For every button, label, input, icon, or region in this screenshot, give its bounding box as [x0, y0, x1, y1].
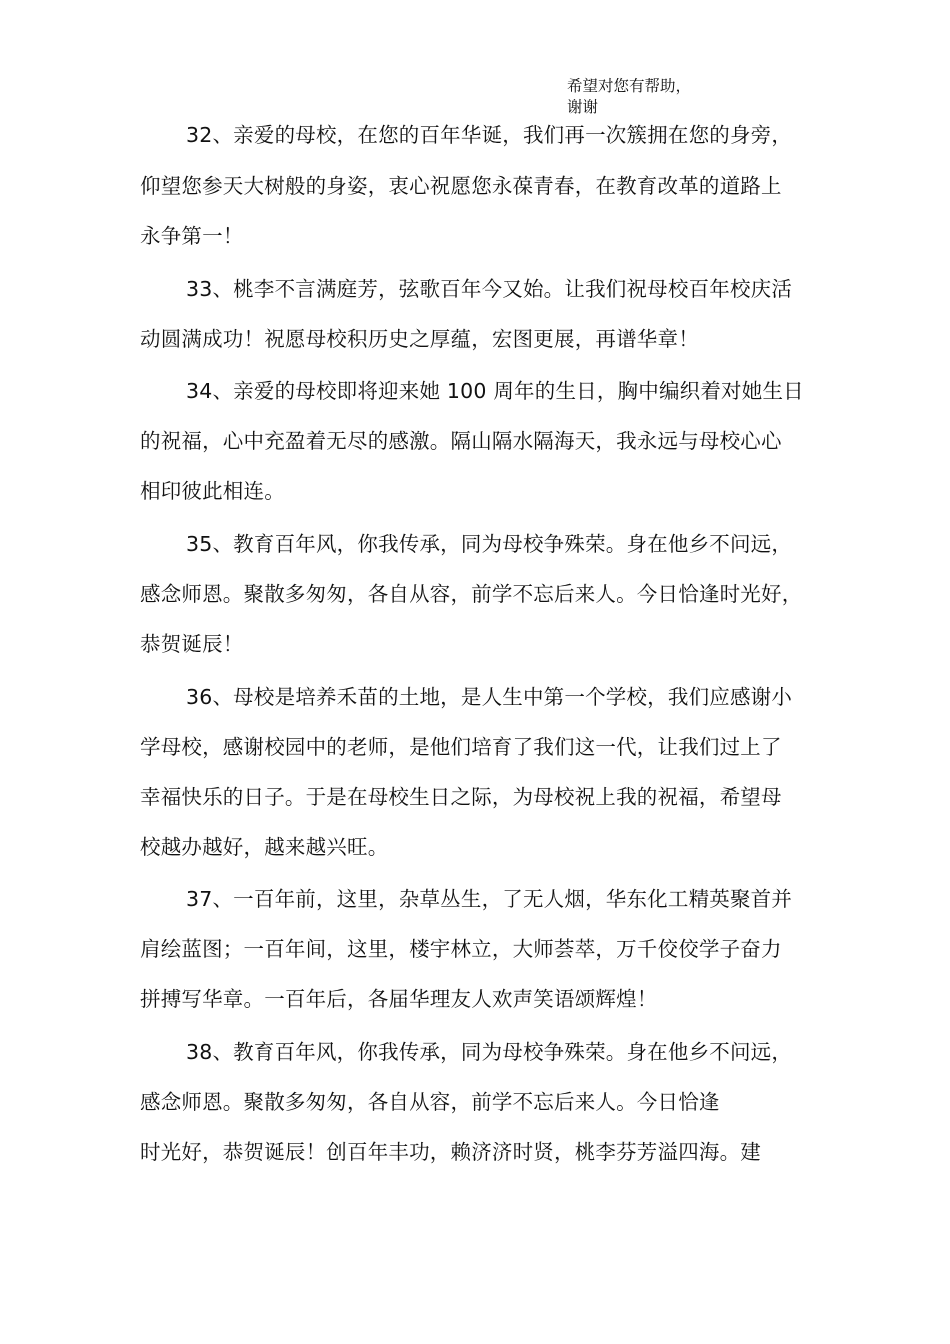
paragraph-35-line-2: 感念师恩。聚散多匆匆，各自从容，前学不忘后来人。今日恰逢时光好，: [140, 582, 803, 606]
paragraph-32-line-2: 仰望您参天大树般的身姿，衷心祝愿您永葆青春，在教育改革的道路上: [140, 174, 782, 198]
paragraph-36-line-2: 学母校，感谢校园中的老师，是他们培育了我们这一代，让我们过上了: [140, 735, 782, 759]
paragraph-32-line-1: 32、亲爱的母校，在您的百年华诞，我们再一次簇拥在您的身旁，: [186, 123, 793, 147]
paragraph-33-line-2: 动圆满成功！祝愿母校积历史之厚蕴，宏图更展，再谱华章！: [140, 327, 699, 351]
paragraph-36-line-3: 幸福快乐的日子。于是在母校生日之际，为母校祝上我的祝福，希望母: [140, 785, 782, 809]
paragraph-37-line-2: 肩绘蓝图；一百年间，这里，楼宇林立，大师荟萃，万千佼佼学子奋力: [140, 937, 782, 961]
paragraph-35-line-1: 35、教育百年风，你我传承，同为母校争殊荣。身在他乡不问远，: [186, 532, 793, 556]
header-note: [567, 76, 691, 118]
paragraph-37-line-3: 拼搏写华章。一百年后，各届华理友人欢声笑语颂辉煌！: [140, 987, 658, 1011]
paragraph-35-line-3: 恭贺诞辰！: [140, 632, 244, 656]
paragraph-34-line-3: 相印彼此相连。: [140, 479, 285, 503]
paragraph-36-line-1: 36、母校是培养禾苗的土地，是人生中第一个学校，我们应感谢小: [186, 685, 793, 709]
paragraph-34-line-2: 的祝福，心中充盈着无尽的感激。隔山隔水隔海天，我永远与母校心心: [140, 429, 782, 453]
paragraph-34-line-1: 34、亲爱的母校即将迎来她 100 周年的生日，胸中编织着对她生日: [186, 379, 804, 403]
paragraph-38-line-2: 感念师恩。聚散多匆匆，各自从容，前学不忘后来人。今日恰逢: [140, 1090, 720, 1114]
note-line-1: 希望对您有帮助，: [567, 77, 692, 95]
paragraph-38-line-3: 时光好，恭贺诞辰！创百年丰功，赖济济时贤，桃李芬芳溢四海。建: [140, 1140, 761, 1164]
paragraph-38-line-1: 38、教育百年风，你我传承，同为母校争殊荣。身在他乡不问远，: [186, 1040, 793, 1064]
paragraph-33-line-1: 33、桃李不言满庭芳，弦歌百年今又始。让我们祝母校百年校庆活: [186, 277, 793, 301]
paragraph-36-line-4: 校越办越好，越来越兴旺。: [140, 835, 389, 859]
note-line-2: 谢谢: [567, 98, 599, 116]
paragraph-37-line-1: 37、一百年前，这里，杂草丛生，了无人烟，华东化工精英聚首并: [186, 887, 793, 911]
paragraph-32-line-3: 永争第一！: [140, 224, 244, 248]
